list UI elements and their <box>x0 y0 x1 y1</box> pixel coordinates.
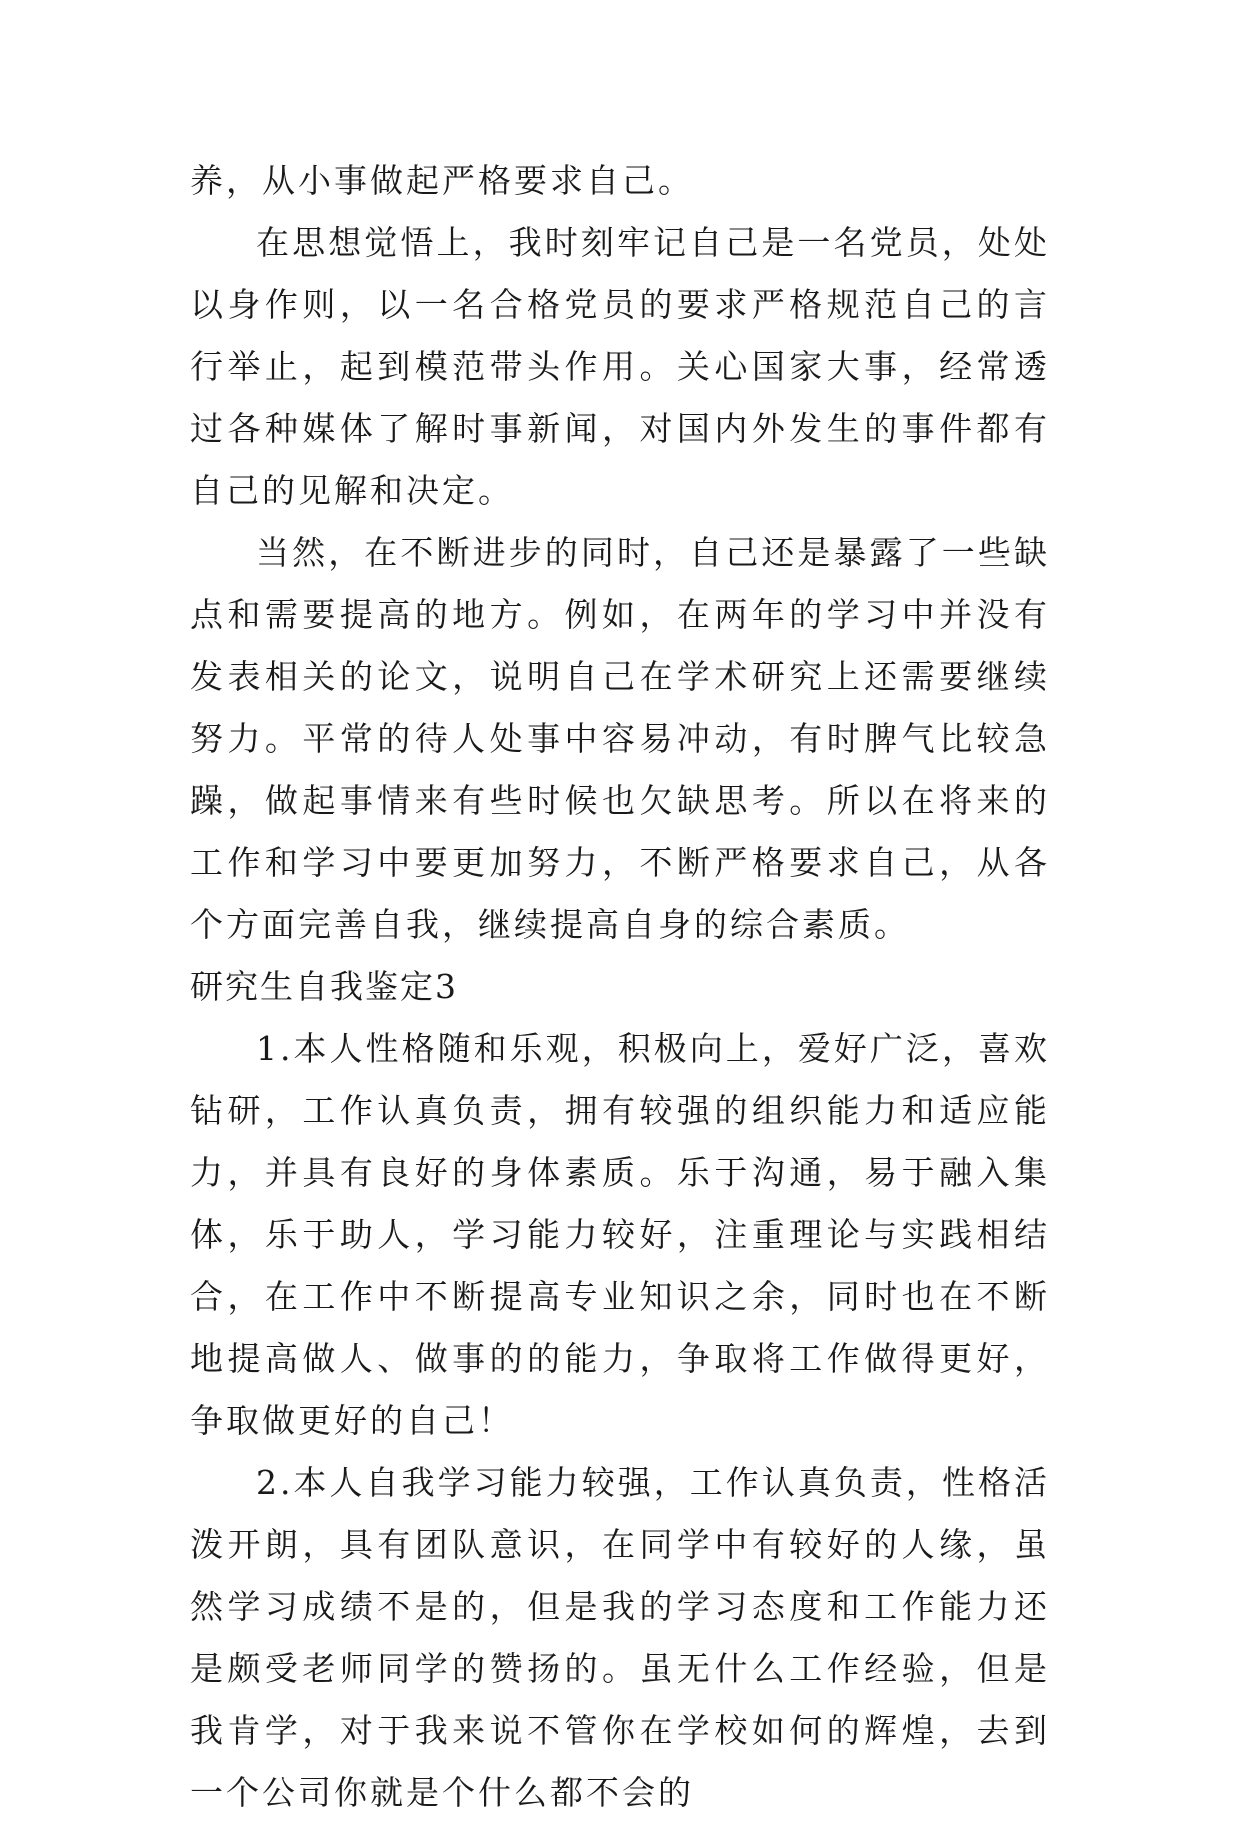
document-body <box>190 150 1050 1824</box>
paragraph-continuation: 养，从小事做起严格要求自己。 <box>190 161 694 200</box>
paragraph-item-1: 1.本人性格随和乐观，积极向上，爱好广泛，喜欢钻研，工作认真负责，拥有较强的组织能力和适应能力，并具有良好的身体素质。乐于沟通，易于融入集体，乐于助人，学习能力较好，注重理论与实践相结合，在工作中不断提高专业知识之余，同时也在不断地提高做人、做事的的能力，争取将工作做得更好，争取做更好的自己！ <box>190 1029 1050 1440</box>
paragraph-ideology: 在思想觉悟上，我时刻牢记自己是一名党员，处处以身作则，以一名合格党员的要求严格规范自己的言行举止，起到模范带头作用。关心国家大事，经常透过各种媒体了解时事新闻，对国内外发生的事件都有自己的见解和决定。 <box>190 223 1050 510</box>
section-heading: 研究生自我鉴定3 <box>190 967 458 1006</box>
paragraph-item-2: 2.本人自我学习能力较强，工作认真负责，性格活泼开朗，具有团队意识，在同学中有较好的人缘，虽然学习成绩不是的，但是我的学习态度和工作能力还是颇受老师同学的赞扬的。虽无什么工作经验，但是我肯学，对于我来说不管你在学校如何的辉煌，去到一个公司你就是个什么都不会的 <box>190 1463 1050 1812</box>
paragraph-shortcomings: 当然，在不断进步的同时，自己还是暴露了一些缺点和需要提高的地方。例如，在两年的学习中并没有发表相关的论文，说明自己在学术研究上还需要继续努力。平常的待人处事中容易冲动，有时脾气比较急躁，做起事情来有些时候也欠缺思考。所以在将来的工作和学习中要更加努力，不断严格要求自己，从各个方面完善自我，继续提高自身的综合素质。 <box>190 533 1050 944</box>
